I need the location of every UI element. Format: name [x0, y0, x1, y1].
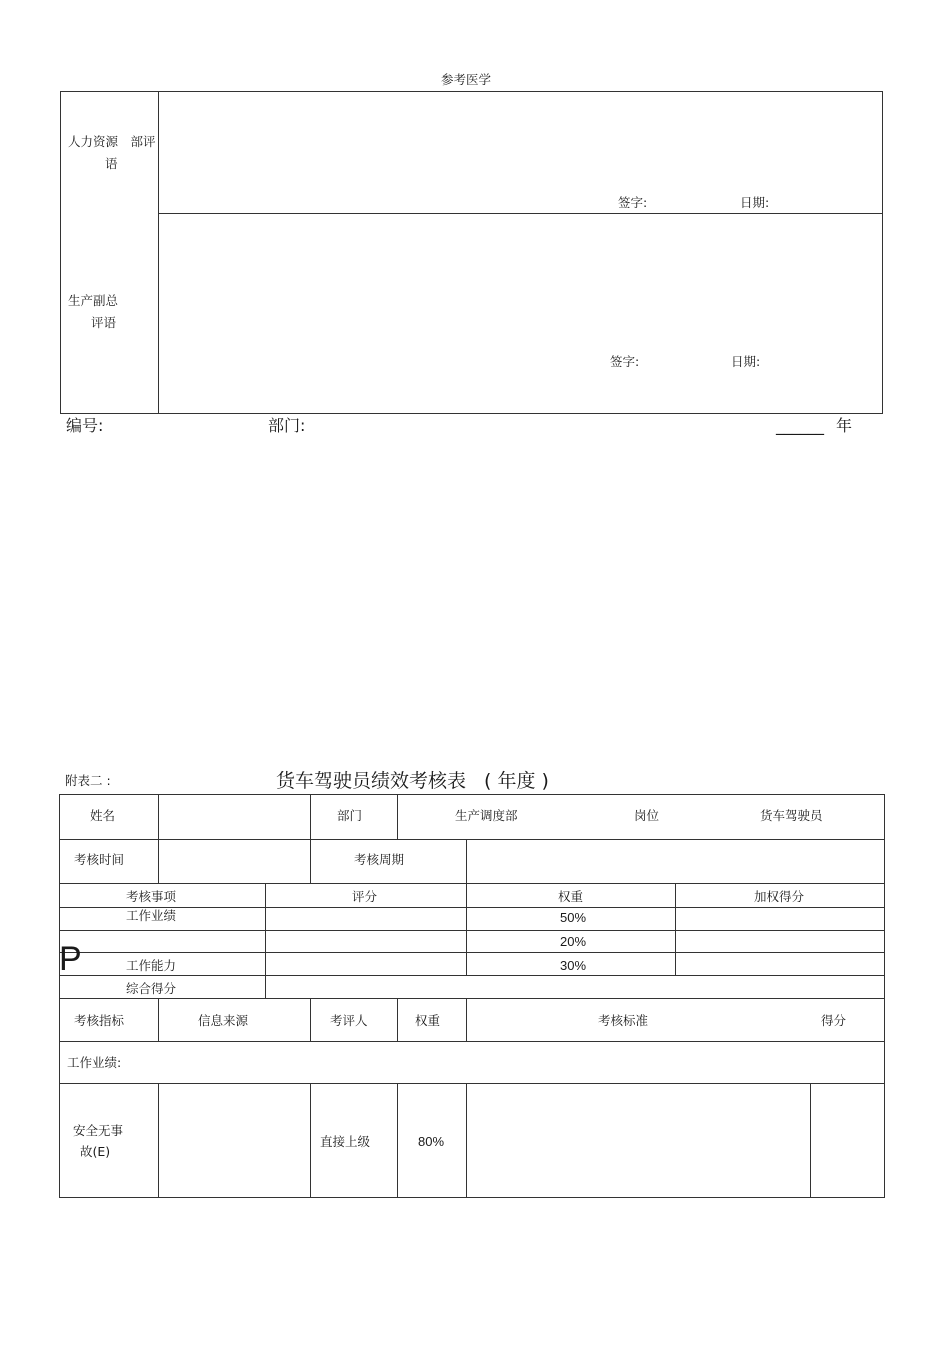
row-line [59, 883, 885, 884]
number-label: 编号: [66, 416, 104, 435]
summary-row-weight: 50% [560, 910, 587, 925]
row-line [59, 998, 885, 999]
page-header: 参考医学 [441, 72, 492, 87]
appendix-label: 附表二 : [65, 773, 111, 788]
row-line [59, 975, 885, 976]
hr-comment-label-line1: 人力资源 部评 [68, 134, 156, 149]
name-label: 姓名 [90, 808, 116, 823]
total-score-label: 综合得分 [126, 981, 177, 996]
dept-row-label: 部门 [337, 808, 363, 823]
summary-header-weighted: 加权得分 [754, 889, 805, 904]
summary-row-item: 工作能力 [126, 958, 177, 973]
indicator-score-field[interactable] [812, 1085, 882, 1196]
section-label: 工作业绩: [67, 1055, 122, 1070]
review-table-divider-vertical [158, 91, 159, 414]
col-line [310, 998, 311, 1041]
col-line [310, 794, 311, 883]
review-table-divider-horizontal [158, 213, 883, 214]
summary-row-weight: 30% [560, 958, 587, 973]
indicator-header-score: 得分 [821, 1013, 847, 1028]
indicator-name-line2: 故(E) [80, 1144, 111, 1159]
col-line [310, 1083, 311, 1198]
year-label: 年 [836, 416, 853, 435]
indicator-header-source: 信息来源 [198, 1013, 249, 1028]
appendix-title-suffix: ( 年度 ) [484, 770, 549, 792]
vp-comment-label-line2: 评语 [91, 315, 117, 330]
summary-header-item: 考核事项 [126, 889, 177, 904]
col-line [397, 794, 398, 839]
vp-comment-label-line1: 生产副总 [68, 293, 119, 308]
col-line [397, 998, 398, 1041]
summary-row-item: 工作业绩 [126, 908, 177, 923]
dept-value: 生产调度部 [455, 808, 518, 823]
indicator-header-reviewer: 考评人 [330, 1013, 368, 1028]
row-line [59, 907, 885, 908]
col-line [466, 1083, 467, 1198]
stray-glyph: P [59, 940, 82, 978]
col-line [466, 998, 467, 1041]
indicator-reviewer: 直接上级 [320, 1134, 371, 1149]
indicator-standard-field[interactable] [468, 1085, 808, 1196]
hr-comment-area[interactable] [160, 93, 880, 193]
review-time-field[interactable] [160, 841, 308, 881]
indicator-header-standard: 考核标准 [598, 1013, 649, 1028]
total-score-field[interactable] [267, 977, 882, 997]
indicator-name-line1: 安全无事 [73, 1123, 124, 1138]
row-line [59, 930, 885, 931]
review-cycle-field[interactable] [468, 841, 882, 881]
row-line [59, 839, 885, 840]
col-line [810, 1083, 811, 1198]
col-line [675, 883, 676, 975]
summary-row-weight: 20% [560, 934, 587, 949]
position-label: 岗位 [634, 808, 660, 823]
review-cycle-label: 考核周期 [354, 852, 405, 867]
vp-comment-area[interactable] [160, 216, 880, 346]
vp-sign-label: 签字: [610, 354, 640, 369]
col-line [158, 794, 159, 883]
dept-label: 部门: [268, 416, 306, 435]
indicator-header-name: 考核指标 [74, 1013, 125, 1028]
row-line [59, 1083, 885, 1084]
col-line [265, 883, 266, 998]
row-line [59, 1041, 885, 1042]
indicator-source-field[interactable] [160, 1085, 308, 1196]
review-time-label: 考核时间 [74, 852, 125, 867]
indicator-weight: 80% [418, 1134, 445, 1149]
col-line [466, 839, 467, 883]
indicator-header-weight: 权重 [415, 1013, 441, 1028]
summary-header-weight: 权重 [558, 889, 584, 904]
hr-sign-label: 签字: [618, 195, 648, 210]
appendix-title: 货车驾驶员绩效考核表 [276, 770, 467, 792]
col-line [397, 1083, 398, 1198]
row-line [59, 952, 885, 953]
col-line [158, 998, 159, 1041]
position-value: 货车驾驶员 [760, 808, 823, 823]
summary-header-score: 评分 [352, 889, 378, 904]
year-blank: ______ [776, 416, 824, 435]
hr-date-label: 日期: [740, 195, 770, 210]
col-line [158, 1083, 159, 1198]
hr-comment-label-line2: 语 [105, 156, 118, 171]
vp-date-label: 日期: [731, 354, 761, 369]
name-field[interactable] [160, 796, 308, 837]
col-line [466, 883, 467, 975]
